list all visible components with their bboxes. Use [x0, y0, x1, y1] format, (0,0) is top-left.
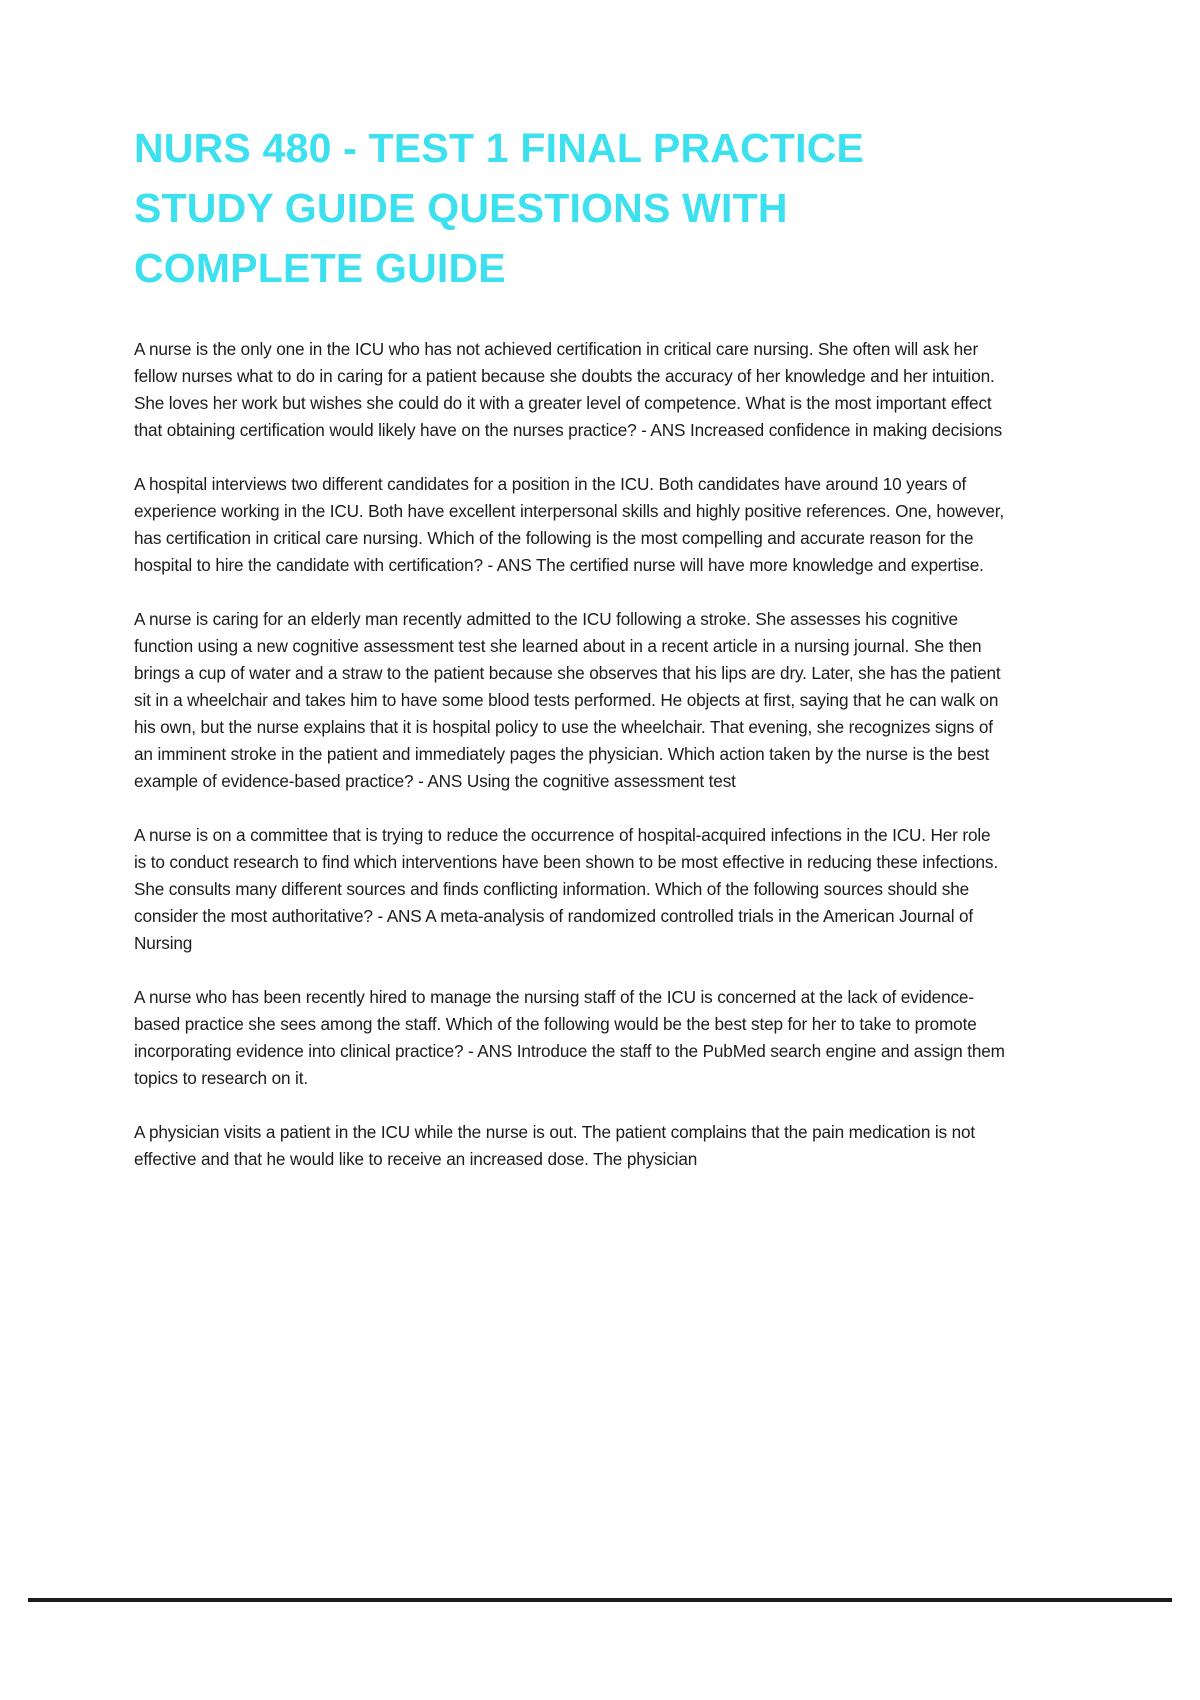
question-paragraph: A nurse is the only one in the ICU who has not achieved certification in critical care nursing. She often will ask her fellow nurses what to do in caring for a patient because she doubts the accuracy of her knowledge and her intuition. She loves her work but wishes she could do it with a greater level of competence. What is the most important effect that obtaining certification would likely have on the nurses practice? - ANS Increased confidence in making decisions: [134, 339, 1003, 440]
question-paragraph: A hospital interviews two different candidates for a position in the ICU. Both candidates have around 10 years of experience working in the ICU. Both have excellent interpersonal skills and highly positive references. One, however, has certification in critical care nursing. Which of the following is the most compelling and accurate reason for the hospital to hire the candidate with certification? - ANS The certified nurse will have more knowledge and expertise.: [134, 474, 1004, 575]
question-paragraph: A nurse is caring for an elderly man recently admitted to the ICU following a stroke. She assesses his cognitive function using a new cognitive assessment test she learned about in a recent article in a nursing journal. She then brings a cup of water and a straw to the patient because she observes that his lips are dry. Later, she has the patient sit in a wheelchair and takes him to have some blood tests performed. He objects at first, saying that he can walk on his own, but the nurse explains that it is hospital policy to use the wheelchair. That evening, she recognizes signs of an imminent stroke in the patient and immediately pages the physician. Which action taken by the nurse is the best example of evidence-based practice? - ANS Using the cognitive assessment test: [134, 609, 1001, 791]
document-content: [134, 118, 1006, 1173]
question-paragraph: A nurse is on a committee that is trying to reduce the occurrence of hospital-acquired infections in the ICU. Her role is to conduct research to find which interventions have been shown to be most effective in reducing these infections. She consults many different sources and finds conflicting information. Which of the following sources should she consider the most authoritative? - ANS A meta-analysis of randomized controlled trials in the American Journal of Nursing: [134, 825, 998, 953]
page-bottom-divider: [28, 1598, 1172, 1602]
question-paragraph: A nurse who has been recently hired to manage the nursing staff of the ICU is concerned at the lack of evidence-based practice she sees among the staff. Which of the following would be the best step for her to take to promote incorporating evidence into clinical practice? - ANS Introduce the staff to the PubMed search engine and assign them topics to research on it.: [134, 987, 1005, 1088]
page-title: NURS 480 - TEST 1 FINAL PRACTICE STUDY GUIDE QUESTIONS WITH COMPLETE GUIDE: [134, 125, 865, 291]
document-body: [134, 336, 1006, 1173]
question-paragraph: A physician visits a patient in the ICU while the nurse is out. The patient complains that the pain medication is not effective and that he would like to receive an increased dose. The physician: [134, 1122, 976, 1169]
